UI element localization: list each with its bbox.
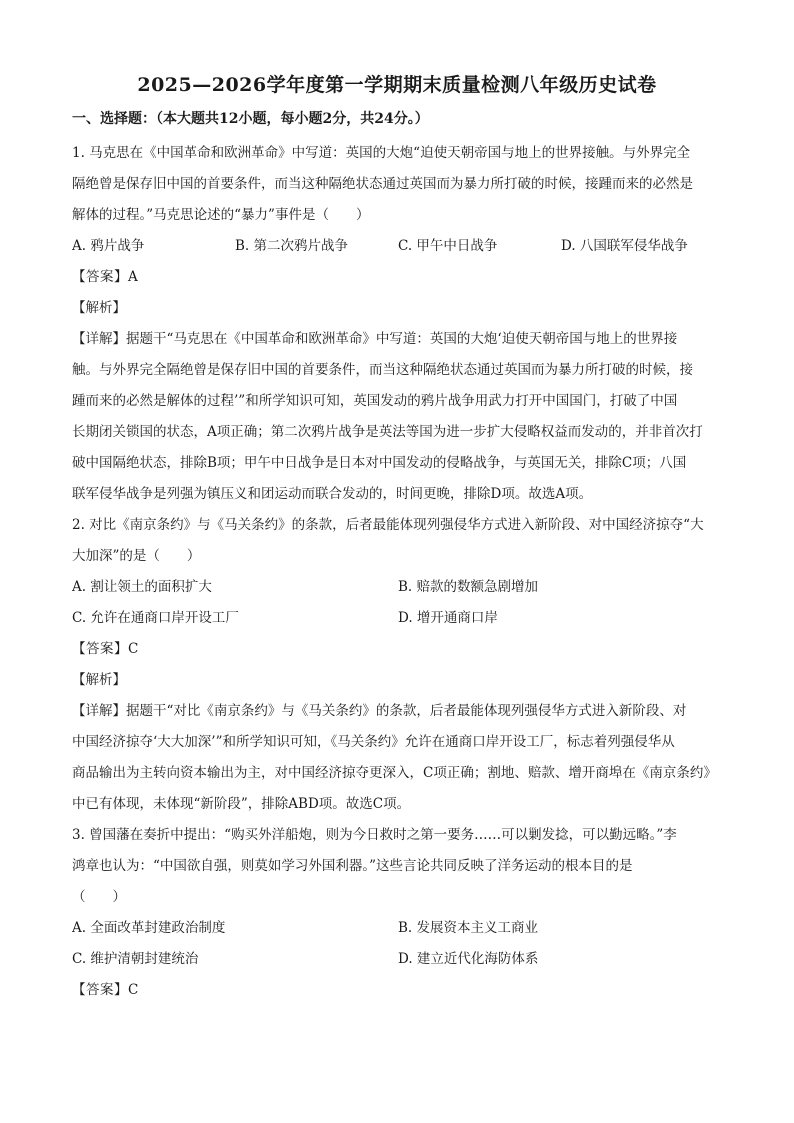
question-content: [72, 138, 724, 1006]
q3-options-row: [72, 913, 724, 944]
q1-options: [72, 231, 724, 262]
q2-stem-line: 2. 对比《南京条约》与《马关条约》的条款，后者最能体现列强侵华方式进入新阶段、对中国经济掠夺“大: [72, 517, 704, 533]
q2-options-row: [72, 572, 724, 603]
q1-detail-line: 【详解】据题干“马克思在《中国革命和欧洲革命》中写道：英国的大炮‘迫使天朝帝国与地上的世界接: [72, 331, 678, 347]
q1-stem-line: 1. 马克思在《中国革命和欧洲革命》中写道：英国的大炮“迫使天朝帝国与地上的世界接触。与外界完全: [72, 145, 691, 161]
exam-title: 2025—2026学年度第一学期期末质量检测八年级历史试卷: [137, 74, 657, 96]
q2-detail-line: 中已有体现，未体现“新阶段”，排除ABD项。故选C项。: [72, 796, 411, 812]
q3-options-row: [72, 944, 724, 975]
q2-detail-line: 商品输出为主转向资本输出为主，对中国经济掠夺更深入，C项正确；割地、赔款、增开商埠在《南京条约》: [72, 765, 717, 781]
q2-option-c: C. 允许在通商口岸开设工厂: [72, 610, 239, 626]
q2-detail-line: 【详解】据题干“对比《南京条约》与《马关条约》的条款，后者最能体现列强侵华方式进入新阶段、对: [72, 703, 687, 719]
q1-stem-line: 解体的过程。”马克思论述的“暴力”事件是（ ）: [72, 207, 370, 223]
q3-stem-line: 鸿章也认为：“中国欲自强，则莫如学习外国利器。”这些言论共同反映了洋务运动的根本目的是: [72, 858, 633, 874]
q1-detail-line: 踵而来的必然是解体的过程’”和所学知识可知，英国发动的鸦片战争用武力打开中国国门，打破了中国: [72, 393, 678, 409]
q1-option-a: A. 鸦片战争: [72, 238, 145, 254]
q2-detail-line: 中国经济掠夺‘大大加深’”和所学知识可知，《马关条约》允许在通商口岸开设工厂，标志着列强侵华从: [72, 734, 675, 750]
q2-analysis-label: 【解析】: [72, 672, 126, 688]
q3-option-c: C. 维护清朝封建统治: [72, 951, 199, 967]
q1-option-b: B. 第二次鸦片战争: [235, 238, 349, 254]
q1-detail-line: 触。与外界完全隔绝曾是保存旧中国的首要条件，而当这种隔绝状态通过英国而为暴力所打破的时候，接: [72, 362, 693, 378]
q2-option-a: A. 割让领土的面积扩大: [72, 579, 212, 595]
q3-option-b: B. 发展资本主义工商业: [398, 920, 539, 936]
q3-stem-line: （ ）: [72, 889, 126, 905]
q2-options-row: [72, 603, 724, 634]
q3-stem-line: 3. 曾国藩在奏折中提出：“购买外洋船炮，则为今日救时之第一要务……可以剿发捻，可以勤远略。”李: [72, 827, 677, 843]
q2-option-d: D. 增开通商口岸: [398, 610, 498, 626]
q2-stem-line: 大加深”的是（ ）: [72, 548, 201, 564]
q3-answer: 【答案】C: [72, 982, 139, 998]
q1-option-c: C. 甲午中日战争: [398, 238, 498, 254]
section-heading: 一、选择题：（本大题共12小题，每小题2分，共24分。）: [72, 111, 429, 127]
q1-analysis-label: 【解析】: [72, 300, 126, 316]
q3-option-a: A. 全面改革封建政治制度: [72, 920, 226, 936]
q1-stem-line: 隔绝曾是保存旧中国的首要条件，而当这种隔绝状态通过英国而为暴力所打破的时候，接踵而来的必然是: [72, 176, 693, 192]
q3-option-d: D. 建立近代化海防体系: [398, 951, 539, 967]
q2-answer: 【答案】C: [72, 641, 139, 657]
q1-detail-line: 长期闭关锁国的状态，A项正确；第二次鸦片战争是英法等国为进一步扩大侵略权益而发动的，并非首次打: [72, 424, 703, 440]
q1-answer: 【答案】A: [72, 269, 139, 285]
q1-option-d: D. 八国联军侵华战争: [561, 238, 688, 254]
q2-option-b: B. 赔款的数额急剧增加: [398, 579, 539, 595]
q1-detail-line: 破中国隔绝状态，排除B项；甲午中日战争是日本对中国发动的侵略战争，与英国无关，排除C项；八国: [72, 455, 687, 471]
q1-detail-line: 联军侵华战争是列强为镇压义和团运动而联合发动的，时间更晚，排除D项。故选A项。: [72, 486, 593, 502]
